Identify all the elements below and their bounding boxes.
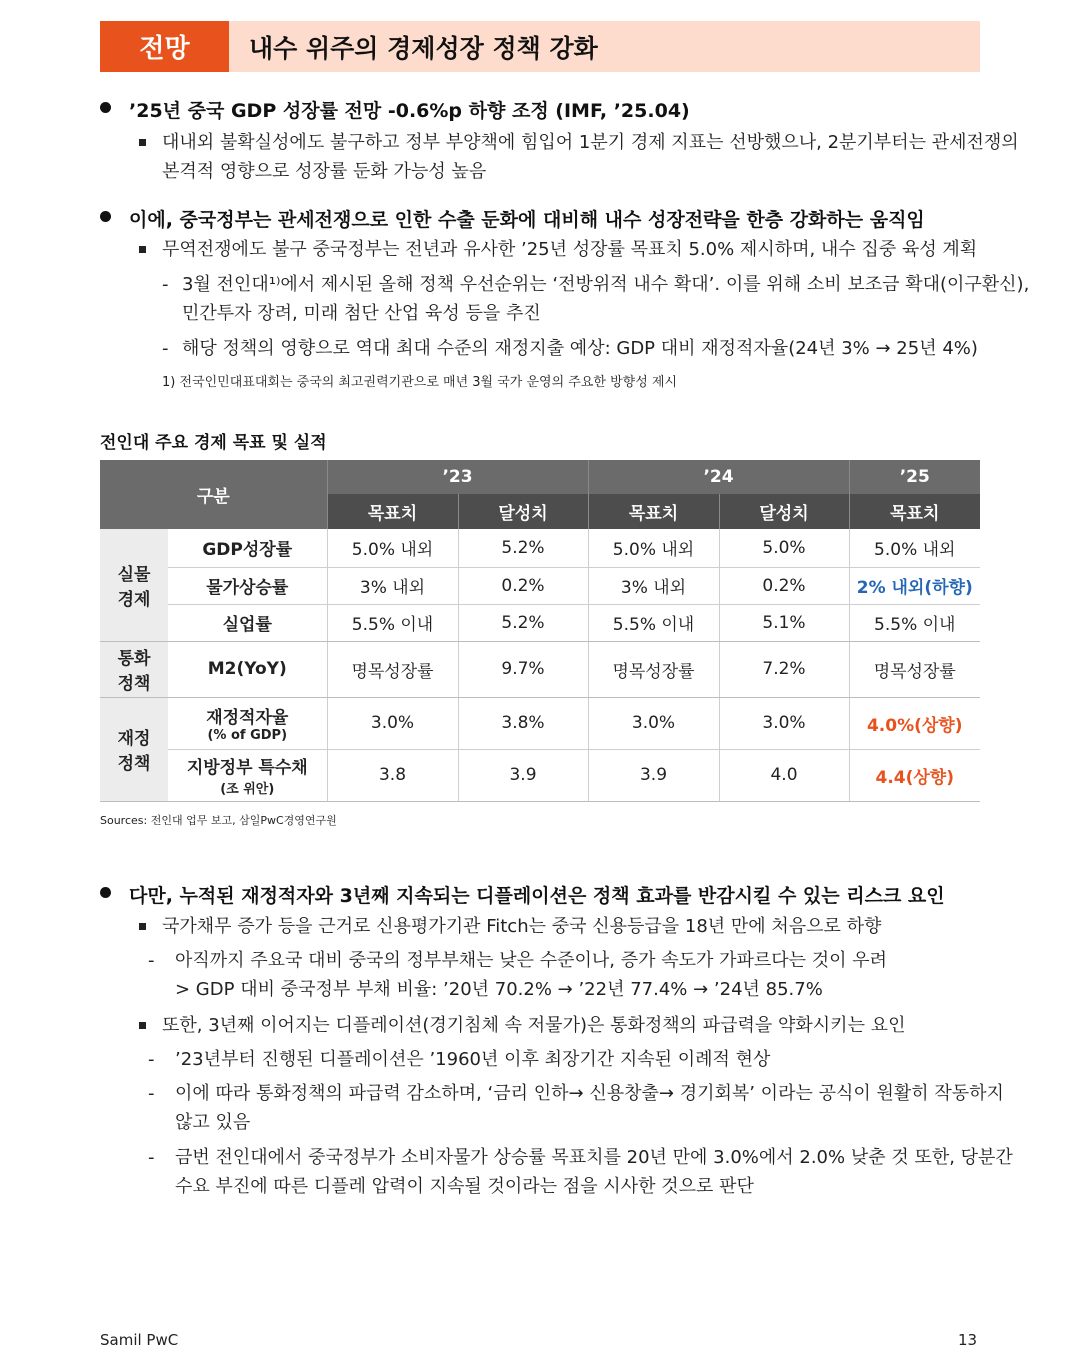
row-label: M2(YoY) (168, 641, 327, 697)
line: 대내외 불확실성에도 불구하고 정부 부양책에 힘입어 1분기 경제 지표는 선방했으나, 2분기부터는 관세전쟁의 (162, 132, 1019, 153)
table-cell-highlight: 4.4(상향) (849, 749, 980, 801)
line: 민간투자 장려, 미래 첨단 산업 육성 등을 추진 (182, 303, 541, 324)
square-bullet-icon (139, 139, 146, 146)
dash-icon: - (162, 338, 169, 359)
sub-bullet-fitch (139, 912, 881, 941)
line: ’23년부터 진행된 디플레이션은 ’1960년 이후 최장기간 지속된 이례적 현상 (175, 1049, 771, 1070)
line: 본격적 영향으로 성장률 둔화 가능성 높음 (162, 161, 487, 182)
bullet-text: ’25년 중국 GDP 성장률 전망 -0.6%p 하향 조정 (IMF, ’25.04) (129, 100, 690, 122)
table-cell-highlight: 2% 내외(하향) (849, 567, 980, 604)
table-cell: 0.2% (458, 567, 588, 604)
table-title: 전인대 주요 경제 목표 및 실적 (100, 433, 327, 453)
sub-bullet-outlook (139, 128, 1019, 186)
bullet-gdp-forecast (100, 96, 690, 123)
year-header: ’23 (327, 460, 588, 494)
table-corner-header: 구분 (100, 460, 327, 529)
table-cell: 3.8% (458, 697, 588, 749)
table-cell: 3% 내외 (327, 567, 458, 604)
page-number: 13 (958, 1331, 978, 1349)
table-cell: 5.0% (719, 529, 849, 567)
bullet-text: 이에, 중국정부는 관세전쟁으로 인한 수출 둔화에 대비해 내수 성장전략을 한층 강화하는 움직임 (129, 209, 925, 231)
table-cell: 명목성장률 (849, 641, 980, 697)
table-cell: 0.2% (719, 567, 849, 604)
footnote: 1) 전국인민대표대회는 중국의 최고권력기관으로 매년 3월 국가 운영의 주요한 방향성 제시 (162, 375, 678, 390)
table-cell: 5.2% (458, 529, 588, 567)
table-cell: 3.9 (588, 749, 719, 801)
line: 해당 정책의 영향으로 역대 최대 수준의 재정지출 예상: GDP 대비 재정적자율(24년 3% → 25년 4%) (182, 338, 978, 359)
line: 수요 부진에 따른 디플레 압력이 지속될 것이라는 점을 시사한 것으로 판단 (175, 1176, 754, 1197)
table-cell: 5.0% 내외 (849, 529, 980, 567)
table-row (100, 604, 980, 641)
table-cell: 5.5% 이내 (849, 604, 980, 641)
table-cell: 명목성장률 (327, 641, 458, 697)
dash-item-debt (148, 946, 887, 1004)
bullet-dot-icon (100, 211, 111, 222)
subheader: 목표치 (849, 494, 980, 529)
dash-icon: - (162, 274, 169, 295)
bullet-domestic-strategy (100, 205, 925, 232)
economic-targets-table (100, 460, 980, 802)
square-bullet-icon (139, 923, 146, 930)
dash-item-monetary-policy (148, 1079, 1004, 1137)
table-row (100, 697, 980, 749)
row-label: 물가상승률 (168, 567, 327, 604)
table-cell: 3.0% (588, 697, 719, 749)
table-row (100, 641, 980, 697)
table-cell: 5.0% 내외 (588, 529, 719, 567)
subheader: 목표치 (588, 494, 719, 529)
table-cell: 4.0 (719, 749, 849, 801)
subheader: 달성치 (719, 494, 849, 529)
bullet-dot-icon (100, 102, 111, 113)
dash-item-fiscal (162, 334, 978, 363)
bullet-risk-factors (100, 881, 945, 908)
dash-icon: - (148, 950, 155, 971)
group-label: 통화 정책 (100, 641, 168, 697)
table-cell: 3.0% (719, 697, 849, 749)
year-header: ’25 (849, 460, 980, 494)
dash-item-priorities (162, 270, 1029, 328)
page-header (100, 21, 980, 72)
table-cell: 3.8 (327, 749, 458, 801)
table-cell: 3% 내외 (588, 567, 719, 604)
table-source: Sources: 전인대 업무 보고, 삼일PwC경영연구원 (100, 814, 337, 827)
dash-icon: - (148, 1083, 155, 1104)
dash-icon: - (148, 1147, 155, 1168)
bullet-text: 다만, 누적된 재정적자와 3년째 지속되는 디플레이션은 정책 효과를 반감시킬 수 있는 리스크 요인 (129, 885, 945, 907)
table-cell: 5.5% 이내 (327, 604, 458, 641)
table-cell-highlight: 4.0%(상향) (849, 697, 980, 749)
subheader: 달성치 (458, 494, 588, 529)
group-label: 실물 경제 (100, 529, 168, 641)
dash-item-cpi-target (148, 1143, 1013, 1201)
footer-brand: Samil PwC (100, 1331, 179, 1349)
table-cell: 7.2% (719, 641, 849, 697)
table-cell: 명목성장률 (588, 641, 719, 697)
square-bullet-icon (139, 246, 146, 253)
line: 무역전쟁에도 불구 중국정부는 전년과 유사한 ’25년 성장률 목표치 5.0% 제시하며, 내수 집중 육성 계획 (162, 239, 978, 260)
table-row (100, 529, 980, 567)
line: 또한, 3년째 이어지는 디플레이션(경기침체 속 저물가)은 통화정책의 파급력을 약화시키는 요인 (162, 1015, 906, 1036)
subheader: 목표치 (327, 494, 458, 529)
line: 이에 따라 통화정책의 파급력 감소하며, ‘금리 인하→ 신용창출→ 경기회복’ 이라는 공식이 원활히 작동하지 (175, 1083, 1004, 1104)
table-cell: 3.0% (327, 697, 458, 749)
square-bullet-icon (139, 1022, 146, 1029)
group-label: 재정 정책 (100, 697, 168, 801)
row-label: 실업률 (168, 604, 327, 641)
line: > GDP 대비 중국정부 부채 비율: ’20년 70.2% → ’22년 77.4% → ’24년 85.7% (175, 979, 823, 1000)
line: 아직까지 주요국 대비 중국의 정부부채는 낮은 수준이나, 증가 속도가 가파르다는 것이 우려 (175, 950, 888, 971)
table-cell: 9.7% (458, 641, 588, 697)
header-title: 내수 위주의 경제성장 정책 강화 (229, 21, 980, 72)
dash-icon: - (148, 1049, 155, 1070)
header-tag: 전망 (100, 21, 229, 72)
table-row (100, 749, 980, 801)
dash-item-deflation-history (148, 1045, 770, 1074)
line: 3월 전인대¹⁾에서 제시된 올해 정책 우선순위는 ‘전방위적 내수 확대’. 이를 위해 소비 보조금 확대(이구환신), (182, 274, 1030, 295)
row-label: 재정적자율 (% of GDP) (168, 697, 327, 749)
table-cell: 5.1% (719, 604, 849, 641)
line: 국가채무 증가 등을 근거로 신용평가기관 Fitch는 중국 신용등급을 18년 만에 처음으로 하향 (162, 916, 882, 937)
line: 금번 전인대에서 중국정부가 소비자물가 상승률 목표치를 20년 만에 3.0%에서 2.0% 낮춘 것 또한, 당분간 (175, 1147, 1013, 1168)
row-label: GDP성장률 (168, 529, 327, 567)
year-header: ’24 (588, 460, 849, 494)
line: 않고 있음 (175, 1112, 251, 1133)
table-cell: 5.0% 내외 (327, 529, 458, 567)
bullet-dot-icon (100, 887, 111, 898)
row-label: 지방정부 특수채 (조 위안) (168, 749, 327, 801)
table-cell: 5.5% 이내 (588, 604, 719, 641)
sub-bullet-growth-target (139, 235, 977, 264)
sub-bullet-deflation (139, 1011, 905, 1040)
table-cell: 3.9 (458, 749, 588, 801)
table-row (100, 567, 980, 604)
table-cell: 5.2% (458, 604, 588, 641)
